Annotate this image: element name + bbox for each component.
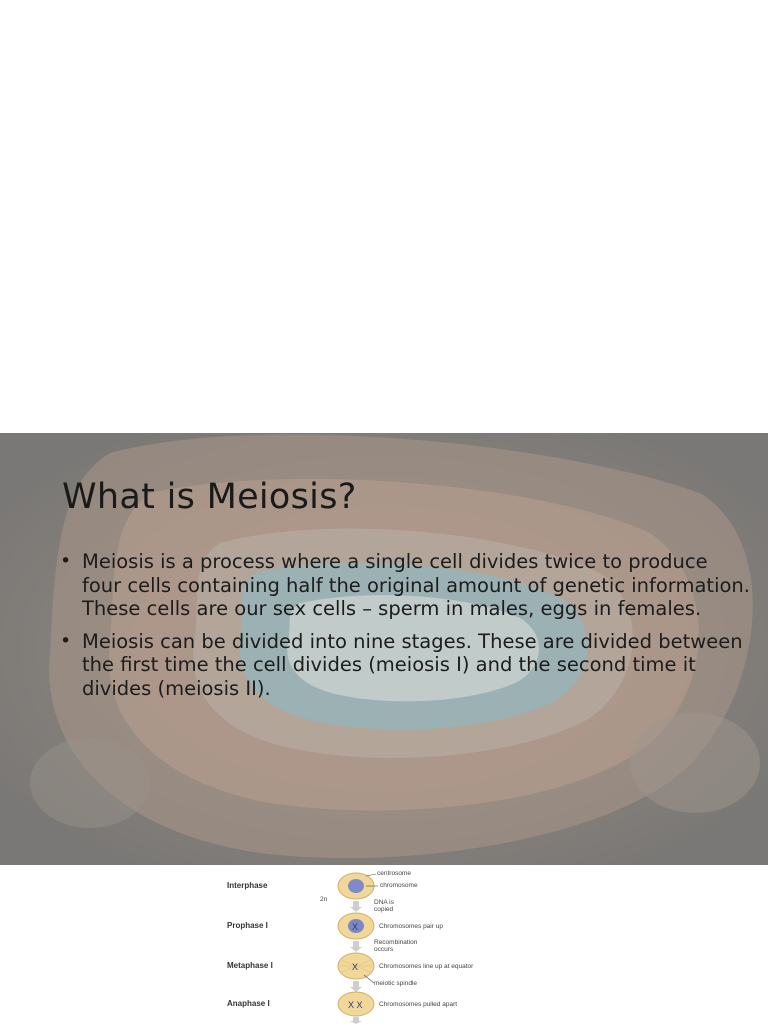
arrow-down-icon — [350, 901, 362, 912]
svg-text:X: X — [352, 922, 359, 932]
prophase-note: Chromosomes pair up — [379, 923, 443, 930]
ploidy-label: 2n — [320, 896, 328, 903]
chromosome-label: chromosome — [380, 882, 418, 889]
bullet-list — [60, 550, 750, 709]
bullet-text: Meiosis can be divided into nine stages. These are divided between the first time the cell divides (meiosis I) and the second time it divides (meiosis II). — [82, 629, 743, 700]
bullet-text: Meiosis is a process where a single cell divides twice to produce four cells containing half the original amount of genetic information. These cells are our sex cells – sperm in males, eggs in females. — [82, 550, 750, 620]
dna-copied-label: DNA is copied — [374, 899, 394, 913]
bullet-point-icon: • — [60, 629, 72, 652]
meiosis-stage-diagram — [0, 865, 768, 1024]
arrow-down-icon — [350, 941, 362, 952]
arrow-down-icon — [350, 1017, 362, 1024]
nucleus-icon — [348, 879, 364, 893]
centrosome-label: centrosome — [377, 870, 411, 877]
anaphase-note: Chromosomes pulled apart — [379, 1001, 458, 1008]
stage-label-interphase: Interphase — [227, 881, 268, 890]
svg-text:X: X — [352, 962, 359, 972]
stage-label-metaphase: Metaphase I — [227, 961, 273, 970]
recombination-label: Recombination occurs — [374, 939, 418, 953]
spindle-label: meiotic spindle — [374, 980, 417, 987]
slide-title: What is Meiosis? — [62, 477, 357, 517]
bullet-item — [60, 550, 750, 621]
bullet-item — [60, 630, 750, 701]
stage-label-prophase: Prophase I — [227, 921, 268, 930]
svg-text:X X: X X — [348, 1000, 363, 1010]
slide — [0, 433, 768, 865]
bullet-point-icon: • — [60, 550, 72, 572]
metaphase-note: Chromosomes line up at equator — [379, 963, 474, 970]
arrow-down-icon — [350, 981, 362, 992]
stage-label-anaphase: Anaphase I — [227, 999, 270, 1008]
